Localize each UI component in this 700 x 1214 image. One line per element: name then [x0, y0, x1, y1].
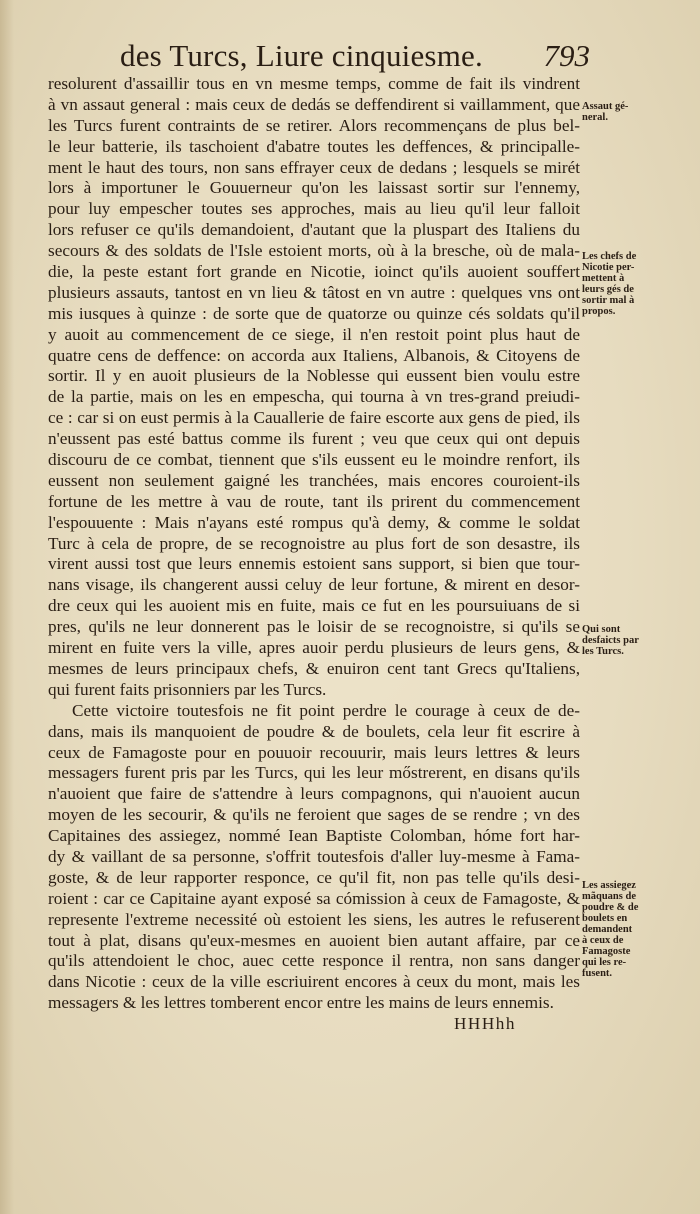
body-text — [48, 74, 580, 1035]
catchword: HHHhh — [454, 1014, 516, 1034]
text-line: le leur batterie, ils taschoient d'abatre toutes les deffences, & principalle- — [48, 136, 580, 156]
margin-note-line: fusent. — [582, 968, 613, 979]
margin-note-line: desfaicts par — [582, 635, 639, 646]
margin-note-assiegez — [582, 880, 694, 979]
text-line: mirent en fuite vers la ville, apres auoir perdu plusieurs de leurs gens, & — [48, 638, 580, 658]
text-line: à vn assaut general : mais ceux de dedás se deffendirent si vaillamment, que — [48, 94, 580, 114]
text-line: discouru de ce combat, tiennent que s'ils eussent eu le moindre renfort, ils — [48, 450, 580, 470]
text-line: l'espouuente : Mais n'ayans esté rompus qu'à demy, & comme le soldat — [48, 512, 580, 532]
text-line: lors à importuner le Gouuerneur qu'on les laissast sortir sur l'ennemy, — [48, 178, 580, 198]
margin-note-line: mettent à — [582, 273, 625, 284]
text-line: represente l'extreme necessité où estoient les siens, les autres le refuserent — [48, 909, 580, 929]
margin-note-line: leurs gés de — [582, 284, 634, 295]
text-line: dre ceux qui les auoient mis en fuite, mais ce fut en les poursuiuans de si — [48, 596, 580, 616]
text-line: resolurent d'assaillir tous en vn mesme temps, comme de fait ils vindrent — [48, 74, 580, 93]
text-line: die, la peste estant fort grande en Nicotie, ioinct qu'ils auoient souffert — [48, 262, 580, 282]
margin-note-assaut — [582, 101, 694, 123]
margin-note-line: Qui sont — [582, 624, 621, 635]
margin-note-desfaicts — [582, 624, 694, 657]
margin-note-line: boulets en — [582, 913, 628, 924]
text-line: Capitaines des assiegez, nommé Iean Baptiste Colomban, hóme fort har- — [48, 826, 580, 846]
text-line: tout à plat, disans qu'eux-mesmes en auoient bien autant affaire, par ce — [48, 930, 580, 950]
text-line: secours & des soldats de l'Isle estoient morts, où à la bresche, où de mala- — [48, 241, 580, 261]
margin-note-line: Assaut gé- — [582, 101, 629, 112]
text-line: moyen de les secourir, & qu'ils ne feroient que sages de se rendre ; vn des — [48, 805, 580, 825]
text-line: pres, qu'ils ne leur donnerent pas le loisir de se recognoistre, si qu'ils se — [48, 617, 580, 637]
text-line: qui furent faits prisonniers par les Turcs. — [48, 679, 327, 699]
margin-note-line: Famagoste — [582, 946, 631, 957]
text-line: les Turcs furent contraints de se retirer. Alors recommençans de plus bel- — [48, 115, 580, 135]
margin-note-line: qui les re- — [582, 957, 627, 968]
text-line: quatre cens de deffence: on accorda aux Italiens, Albanois, & Citoyens de — [48, 345, 580, 365]
text-line: qu'ils attendoient le choc, auec cette responce il rentra, non sans danger — [48, 951, 580, 971]
text-line: mesmes de leurs principaux chefs, & enuiron cent tant Grecs qu'Italiens, — [48, 658, 580, 678]
text-line: fortune de les mettre à vau de route, tant ils prirent du commencement — [48, 491, 580, 511]
margin-notes — [582, 0, 694, 1214]
margin-note-line: demandent — [582, 924, 633, 935]
margin-note-line: sortir mal à — [582, 295, 635, 306]
text-line: goste, & de leur rapporter responce, ce qu'il fit, non pas telle qu'ils desi- — [48, 867, 580, 887]
text-line: plusieurs assauts, tantost en vn lieu & tâtost en vn autre : quelques vns ont — [48, 282, 580, 302]
text-line: de la partie, mais on les en empescha, qui tourna à vn tres-grand preiudi- — [48, 387, 580, 407]
page-header — [120, 36, 590, 76]
margin-note-line: Nicotie per- — [582, 262, 635, 273]
text-line: ceux de Famagoste pour en pouuoir recouurir, mais leurs lettres & leurs — [48, 742, 580, 762]
text-line: Cette victoire toutesfois ne fit point perdre le courage à ceux de de- — [72, 700, 580, 720]
text-line: messagers & les lettres tomberent encor entre les mains de leurs ennemis. — [48, 993, 554, 1013]
margin-note-line: neral. — [582, 112, 608, 123]
page-number: 793 — [543, 38, 590, 73]
margin-note-line: poudre & de — [582, 902, 639, 913]
text-line: messagers furent pris par les Turcs, qui les leur mőstrerent, en disans qu'ils — [48, 763, 580, 783]
text-line: dy & vaillant de sa personne, s'offrit toutesfois d'aller luy-mesme à Fama- — [48, 846, 580, 866]
margin-note-line: mãquans de — [582, 891, 636, 902]
text-line: mis iusques à quinze : de sorte que de quatorze ou quinze cés soldats qu'il — [48, 303, 580, 323]
text-line: y auoit au commencement de ce siege, il n'en restoit point plus haut de — [48, 324, 580, 344]
margin-note-line: à ceux de — [582, 935, 624, 946]
margin-note-line: les Turcs. — [582, 646, 624, 657]
text-line: nans visage, ils changerent aussi celuy de leur fortune, & mirent en desor- — [48, 575, 580, 595]
text-line: dans Nicotie : ceux de la ville escriuirent encores à ceux du mont, mais les — [48, 972, 580, 992]
text-line: n'auoient que faire de s'attendre à leurs compagnons, qui n'auoient aucun — [48, 784, 580, 804]
text-line: n'eussent pas esté battus comme ils furent ; veu que ceux qui ont depuis — [48, 429, 580, 449]
margin-note-line: propos. — [582, 306, 616, 317]
text-line: ment le haut des tours, non sans effrayer ceux de dedans ; lesquels se mirét — [48, 157, 580, 177]
text-line: Turc à cela de propre, de se recognoistre au plus fort de son desastre, ils — [48, 533, 580, 553]
text-line: dans, mais ils manquoient de poudre & de boulets, cela leur fit escrire à — [48, 721, 580, 741]
text-line: sortir. Il y en auoit plusieurs de la Noblesse qui eussent bien voulu estre — [48, 366, 580, 386]
margin-note-line: Les chefs de — [582, 251, 637, 262]
text-line: ce : car si on eust permis à la Cauallerie de faire escorte aux gens de pied, ils — [48, 408, 580, 428]
text-line: virent aussi tost que leurs ennemis estoient sans support, si bien que tour- — [48, 554, 580, 574]
text-line: roient : car ce Capitaine ayant exposé sa cómission à ceux de Famagoste, & — [48, 888, 580, 908]
margin-note-line: Les assiegez — [582, 880, 636, 891]
text-line: pour luy empescher toutes ses approches, mais au lieu qu'il leur falloit — [48, 199, 580, 219]
text-line: lors refuser ce qu'ils demandoient, d'autant que la pluspart des Italiens du — [48, 220, 580, 240]
text-line: eussent non seulement gaigné les tranchées, mais encores couroient-ils — [48, 470, 580, 490]
running-head: des Turcs, Liure cinquiesme. — [120, 38, 483, 73]
margin-note-chefs — [582, 251, 694, 317]
